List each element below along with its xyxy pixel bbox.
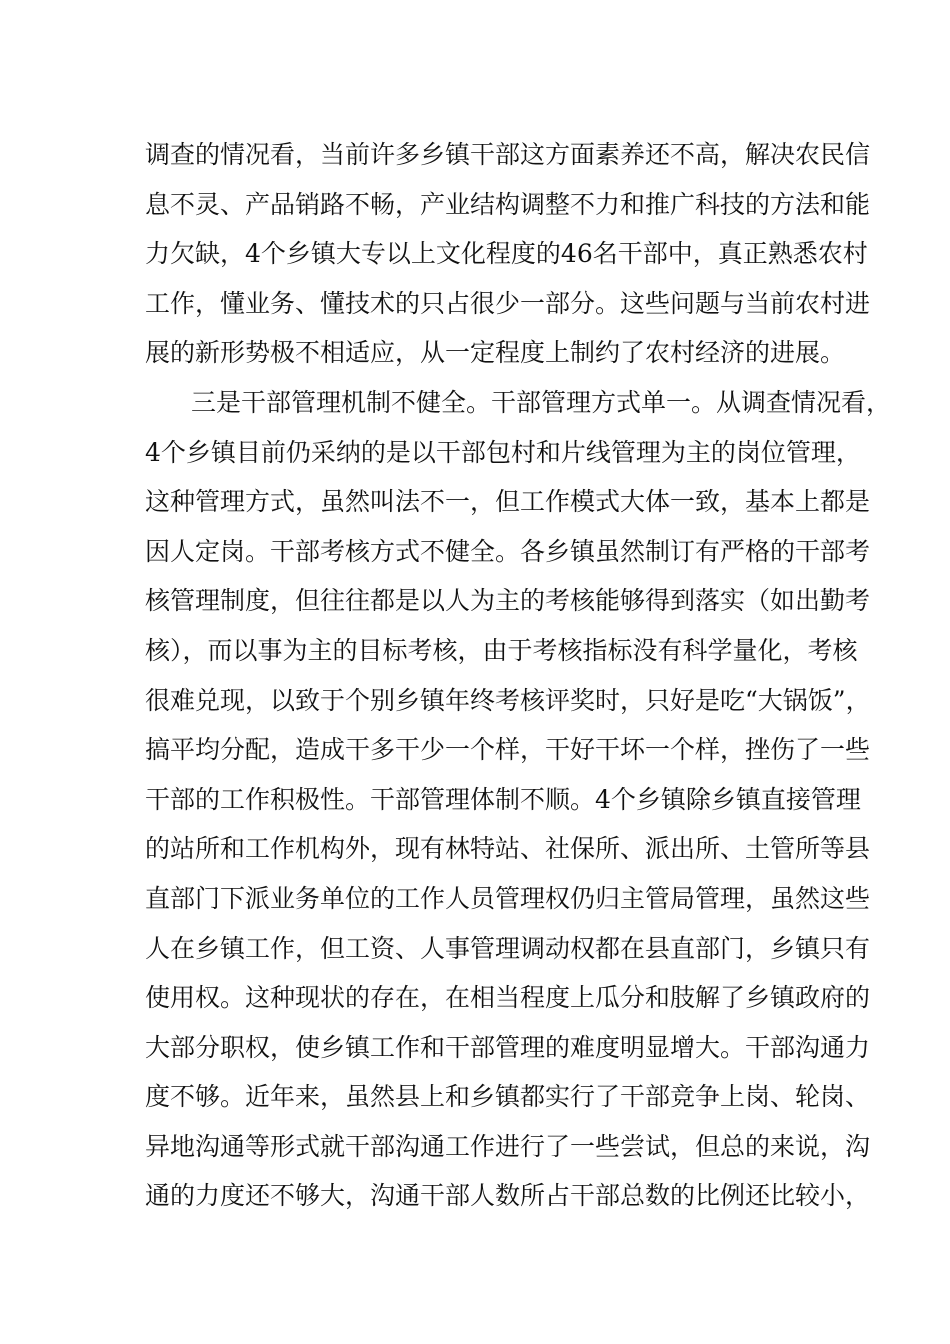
paragraph-start-line: 三是干部管理机制不健全。干部管理方式单一。从调查情况看， [191,387,892,417]
text-line: 人在乡镇工作，但工资、人事管理调动权都在县直部门，乡镇只有 [145,933,871,963]
text-line: 核管理制度，但往往都是以人为主的考核能够得到落实（如出勤考 [145,586,871,616]
text-line: 通的力度还不够大，沟通干部人数所占干部总数的比例还比较小， [145,1181,871,1211]
text-line: 的站所和工作机构外，现有林特站、社保所、派出所、土管所等县 [145,834,871,864]
text-line: 异地沟通等形式就干部沟通工作进行了一些尝试，但总的来说，沟 [145,1131,871,1161]
text-line: 度不够。近年来，虽然县上和乡镇都实行了干部竞争上岗、轮岗、 [145,1082,871,1112]
text-line: 干部的工作积极性。干部管理体制不顺。4个乡镇除乡镇直接管理 [145,784,861,814]
text-line: 息不灵、产品销路不畅，产业结构调整不力和推广科技的方法和能 [145,189,871,219]
text-line: 很难兑现，以致于个别乡镇年终考核评奖时，只好是吃“大锅饭”， [145,685,871,715]
text-line: 核），而以事为主的目标考核，由于考核指标没有科学量化，考核 [145,635,858,665]
text-line: 这种管理方式，虽然叫法不一，但工作模式大体一致，基本上都是 [145,487,871,517]
text-line: 因人定岗。干部考核方式不健全。各乡镇虽然制订有严格的干部考 [145,536,871,566]
text-line: 直部门下派业务单位的工作人员管理权仍归主管局管理，虽然这些 [145,883,871,913]
text-line: 力欠缺，4个乡镇大专以上文化程度的46名干部中，真正熟悉农村 [145,239,868,269]
text-line: 工作，懂业务、懂技术的只占很少一部分。这些问题与当前农村进 [145,288,871,318]
text-line: 展的新形势极不相适应，从一定程度上制约了农村经济的进展。 [145,338,846,368]
text-line: 4个乡镇目前仍采纳的是以干部包村和片线管理为主的岗位管理， [145,437,861,467]
text-line: 搞平均分配，造成干多干少一个样，干好干坏一个样，挫伤了一些 [145,735,871,765]
text-line: 调查的情况看，当前许多乡镇干部这方面素养还不高，解决农民信 [145,140,871,169]
text-line: 大部分职权，使乡镇工作和干部管理的难度明显增大。干部沟通力 [145,1032,871,1062]
text-line: 使用权。这种现状的存在，在相当程度上瓜分和肢解了乡镇政府的 [145,983,871,1013]
body-text [145,130,892,1221]
